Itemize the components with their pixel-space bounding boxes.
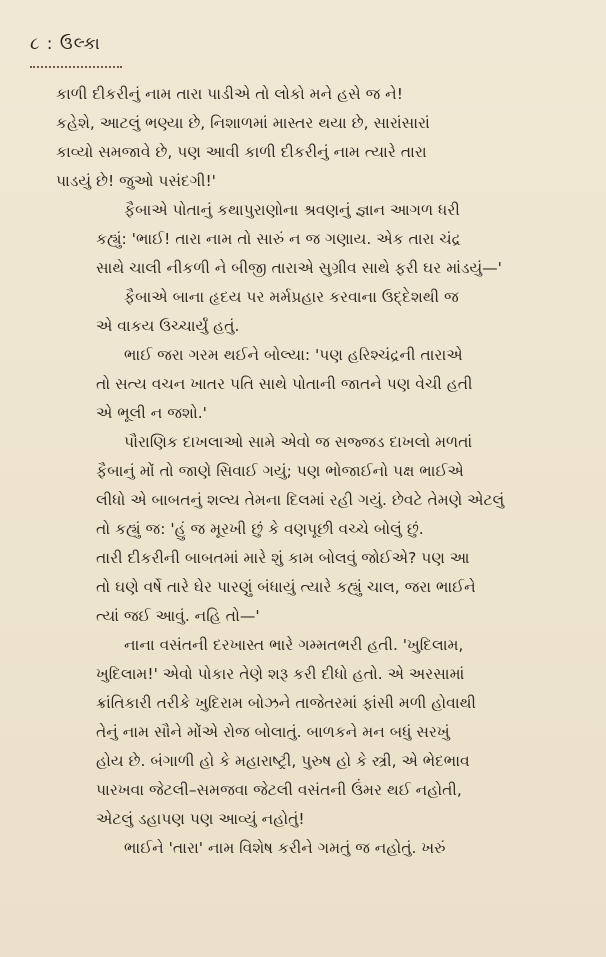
- text-line: ખુદિલામ!' એવો પોકાર તેણે શરૂ કરી દીધો હતો. એ અરસામાં: [96, 665, 465, 683]
- text-line: પારખવા જેટલી–સમજવા જેટલી વસંતની ઉંમર થઈ નહોતી,: [96, 781, 462, 799]
- header-decorative-rule: [30, 60, 122, 68]
- text-line: કહ્યું: 'ભાઈ! તારા નામ તો સારું ન જ ગણાય. એક તારા ચંદ્ર: [96, 230, 461, 248]
- chapter-title: ઉલ્કા: [59, 34, 101, 54]
- running-header: [30, 34, 101, 54]
- paragraph: [56, 283, 576, 341]
- text-line: ફૈબાએ બાના હૃદય પર મર્મપ્રહાર કરવાના ઉદ્દેશથી જ: [124, 288, 459, 306]
- text-line: કહેશે, આટલું ભણ્યા છે, નિશાળમાં માસ્તર થયા છે, સારાંસારાં: [56, 114, 430, 132]
- text-line: તો કહ્યું જ: 'હું જ મૂરખી છું કે વણપૂછી વચ્ચે બોલું છું.: [96, 520, 424, 538]
- text-line: ક્રાંતિકારી તરીકે ખુદિરામ બોઝને તાજેતરમાં ફાંસી મળી હોવાથી: [96, 694, 476, 712]
- text-line: ફૈબાએ પોતાનું કથાપુરાણોના શ્રવણનું જ્ઞાન આગળ ધરી: [124, 201, 460, 219]
- text-line: એટલું ડહાપણ પણ આવ્યું નહોતું!: [96, 810, 305, 828]
- header-separator: :: [46, 34, 54, 54]
- text-line: હોય છે. બંગાળી હો કે મહારાષ્ટ્રી, પુરુષ હો કે સ્ત્રી, એ ભેદભાવ: [96, 752, 470, 770]
- paragraph: [56, 428, 576, 631]
- body-text: [56, 80, 576, 863]
- text-line: પાડયું છે! જુઓ પસંદગી!': [56, 172, 216, 190]
- paragraph: [56, 834, 576, 863]
- text-line: કાવ્યો સમજાવે છે, પણ આવી કાળી દીકરીનું નામ ત્યારે તારા: [56, 143, 427, 161]
- text-line: તો ઘણે વર્ષે તારે ઘેર પારણું બંધાયું ત્યારે કહ્યું ચાલ, જરા ભાઈને: [96, 578, 476, 596]
- text-line: પૌરાણિક દાખલાઓ સામે એવો જ સજ્જડ દાખલો મળતાં: [124, 433, 473, 451]
- text-line: ફૈબાનું મોં તો જાણે સિવાઈ ગયું; પણ ભોજાઈનો પક્ષ ભાઈએ: [96, 462, 464, 480]
- text-line: તારી દીકરીની બાબતમાં મારે શું કામ બોલવું જોઈએ? પણ આ: [96, 549, 470, 567]
- paragraph: [56, 341, 576, 428]
- text-line: નાના વસંતની દરખાસ્ત ભારે ગમ્મતભરી હતી. 'ખુદિલામ,: [124, 636, 464, 654]
- text-line: તો સત્ય વચન ખાતર પતિ સાથે પોતાની જાતને પણ વેચી હતી: [96, 375, 473, 393]
- text-line: કાળી દીકરીનું નામ તારા પાડીએ તો લોકો મને હસે જ ને!: [56, 85, 403, 103]
- text-line: એ ભૂલી ન જશો.': [96, 404, 207, 422]
- text-line: ભાઈ જરા ગરમ થઈને બોલ્યા: 'પણ હરિશ્ચંદ્રની તારાએ: [124, 346, 463, 364]
- paragraph: [56, 80, 576, 196]
- paragraph: [56, 631, 576, 834]
- text-line: તેનું નામ સૌને મોંએ રોજ બોલાતું. બાળકને મન બધું સરખું: [96, 723, 450, 741]
- text-line: લીધો એ બાબતનું શલ્ય તેમના દિલમાં રહી ગયું. છેવટે તેમણે એટલું: [96, 491, 505, 509]
- text-line: ત્યાં જઈ આવું. નહિ તો—': [96, 607, 260, 625]
- paragraph: [56, 196, 576, 283]
- page-number: ૮: [30, 34, 41, 54]
- text-line: ભાઈને 'તારા' નામ વિશેષ કરીને ગમતું જ નહોતું. ખરું: [124, 839, 446, 857]
- text-line: સાથે ચાલી નીકળી ને બીજી તારાએ સુગ્રીવ સાથે ફરી ઘર માંડયું—': [96, 259, 502, 277]
- text-line: એ વાકય ઉચ્ચાર્યું હતું.: [96, 317, 240, 335]
